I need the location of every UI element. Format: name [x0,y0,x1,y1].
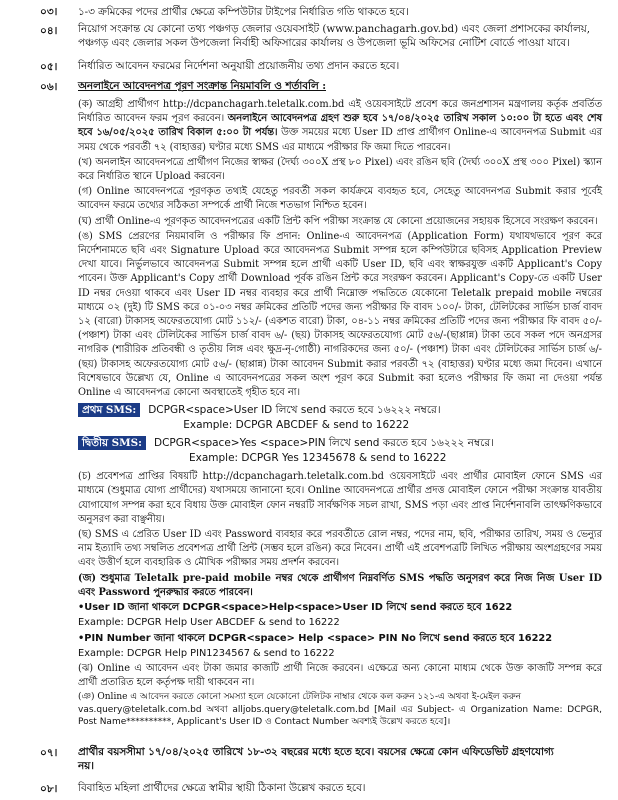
second-sms-format: DCPGR<space>Yes <space>PIN লিখে send করতে হবে ১৬২২২ নম্বরে। [154,437,494,450]
recover-user-id-format: •User ID জানা থাকলে DCPGR<space>Help<space>User ID লিখে send করতে হবে 1622 [78,602,513,614]
item-number-7: ০৭। [40,747,58,759]
second-sms-badge: দ্বিতীয় SMS: [78,436,146,450]
recover-pin-format: •PIN Number জানা থাকলে DCPGR<space> Help <space> PIN No লিখে send করতে হবে 16222 [78,632,553,644]
recover-user-id-example: Example: DCPGR Help User ABCDEF & send to 16222 [78,617,340,629]
item-text-4: নিয়োগ সংক্রান্ত যে কোনো তথ্য পঞ্চগড় জেলার ওয়েবসাইট (www.panchagarh.gov.bd) এবং জেলা প্রশাসকের কার্যালয়, পঞ্চগড় এবং জেলার সকল উপজেলা নির্বাহী অফিসারের কার্যালয় ও উপজেলা ভূমি অফিসের নোটিশ বোর্ডে পাওয়া যাবে। [78,23,590,50]
support-email: vas.query@teletalk.com.bd অথবা alljobs.query@teletalk.com.bd [Mail এর Subject- এ Organization Name: DCPGR, Post Name**********, Applicant's User ID ও Contact Number অবশ্যই উল্লেখ করতে হবে]। [78,705,602,728]
rule-cha: (চ) প্রবেশপত্র প্রাপ্তির বিষয়টি http://dcpanchagarh.teletalk.com.bd ওয়েবসাইটে এবং প্রার্থীর মোবাইল ফোনে SMS এর মাধ্যমে (শুধুমাত্র যোগ্য প্রার্থীদের) যথাসময়ে জানানো হবে। Online আবেদনপত্রে প্রার্থীর প্রদত্ত মোবাইল ফোনে পরীক্ষা সংক্রান্ত যাবতীয় যোগাযোগ সম্পন্ন করা হবে বিধায় উক্ত মোবাইল ফোন নম্বরটি সার্বক্ষণিক সচল রাখা, SMS পড়া এবং প্রাপ্ত নির্দেশনাবলি তাৎক্ষণিকভাবে অনুসরণ করা বাঞ্ছনীয়। [78,471,602,525]
rule-nya-contact: (ঞ) Online এ আবেদন করতে কোনো সমস্যা হলে যেকোনো টেলিটক নাম্বার থেকে কল করুন ১২১-এ অথবা ই-মেইল করুন [78,692,522,703]
online-application-rules [78,98,602,729]
first-sms-format: DCPGR<space>User ID লিখে send করতে হবে ১৬২২২ নম্বরে। [148,404,441,417]
second-sms-example: Example: DCPGR Yes 12345678 & send to 16222 [189,452,447,465]
rule-ka: (ক) আগ্রহী প্রার্থীগণ http://dcpanchagarh.teletalk.com.bd এই ওয়েবসাইটে প্রবেশ করে জনপ্রশাসন মন্ত্রণালয় কর্তৃক প্রবর্তিত নির্ধারিত আবেদন ফরম পূরণ করবেন। অনলাইনে আবেদনপত্র গ্রহণ শুরু হবে ১৭/০৪/২০২৫ তারিখ সকাল ১০:০০ টা হতে এবং শেষ হবে ১৬/০৫/২০২৫ তারিখ বিকাল ৫:০০ টা পর্যন্ত। উক্ত সময়ের মধ্যে User ID প্রাপ্ত প্রার্থীগণ Online-এ আবেদনপত্র Submit এর সময় থেকে পরবর্তী ৭২ (বাহাত্তর) ঘণ্টার মধ্যে SMS এর মাধ্যমে পরীক্ষার ফি জমা দিতে পারবেন। [78,99,603,153]
rule-uo: (ঙ) SMS প্রেরণের নিয়মাবলি ও পরীক্ষার ফি প্রদান: Online-এ আবেদনপত্র (Application Form) যথাযথভাবে পূরণ করে নির্দেশনামতে ছবি এবং Signature Upload করে আবেদনপত্র Submit সম্পন্ন হলে কম্পিউটারে ছবিসহ Application Preview দেখা যাবে। নির্ভুলভাবে আবেদনপত্র Submit সম্পন্ন হলে প্রার্থী একটি User ID, ছবি এবং স্বাক্ষরযুক্ত একটি Applicant's Copy পাবেন। উক্ত Applicant's Copy প্রার্থী Download পূর্বক রঙিন প্রিন্ট করে সংরক্ষণ করবেন। Applicant's Copy-তে একটি User ID নম্বর দেওয়া থাকবে এবং User ID নম্বর ব্যবহার করে প্রার্থী নিম্নোক্ত পদ্ধতিতে যেকোনো Teletalk prepaid mobile নম্বরের মাধ্যমে ০২ (দুই) টি SMS করে ০১-০৩ নম্বর ক্রমিকের প্রতিটি পদের জন্য পরীক্ষার ফি বাবদ ১০০/- টাকা, টেলিটকের সার্ভিস চার্জ বাবদ ১২ (বারো) টাকাসহ অফেরতযোগ্য মোট ১১২/- (একশত বারো) টাকা, ০৪-১১ নম্বর ক্রমিকের প্রতিটি পদের জন্য পরীক্ষার ফি বাবদ ৫০/- (পঞ্চাশ) টাকা এবং টেলিটকের সার্ভিস চার্জ বাবদ ৬/- (ছয়) টাকাসহ অফেরতযোগ্য মোট ৫৬/-(ছাপ্পান্ন) টাকা তবে সকল পদে অনগ্রসর নাগরিক (শারীরিক প্রতিবন্ধী ও তৃতীয় লিঙ্গ এবং ক্ষুদ্র-নৃ-গোষ্ঠী) নাগরিকদের জন্য ৫০/- (পঞ্চাশ) টাকা এবং টেলিটকের সার্ভিস চার্জ ৬/- (ছয়) টাকাসহ অফেরতযোগ্য মোট ৫৬/- (ছাপ্পান্ন) টাকা আবেদন Submit করার পরবর্তী ৭২ (বাহাত্তর) ঘণ্টার মধ্যে জমা দিবেন। এখানে বিশেষভাবে উল্লেখ্য যে, Online এ আবেদনপত্রের সকল অংশ পূরণ করে Submit করা হলেও পরীক্ষার ফি জমা না দেওয়া পর্যন্ত Online এ আবেদনপত্র কোনো অবস্থাতেই গৃহীত হবে না। [78,230,602,399]
first-sms-example: Example: DCPGR ABCDEF & send to 16222 [183,419,410,432]
rule-ja-intro: (জ) শুধুমাত্র Teletalk pre-paid mobile নম্বর থেকে প্রার্থীগণ নিম্নবর্ণিত SMS পদ্ধতি অনুসরণ করে নিজ নিজ User ID এবং Password পুনরুদ্ধার করতে পারবেন। [78,572,602,598]
item-number-5: ০৫। [40,61,58,73]
item-text-8: বিবাহিত মহিলা প্রার্থীদের ক্ষেত্রে স্বামীর স্থায়ী ঠিকানা উল্লেখ করতে হবে। [78,782,366,794]
recover-pin-example: Example: DCPGR Help PIN1234567 & send to 16222 [78,647,335,659]
item-number-6: ০৬। [40,81,58,93]
first-sms-badge: প্রথম SMS: [78,403,140,417]
item-number-8: ০৮। [40,783,58,795]
rule-jha: (ঝ) Online এ আবেদন এবং টাকা জমার কাজটি প্রার্থী নিজে করবেন। এক্ষেত্রে অন্য কোনো মাধ্যম থেকে উক্ত কাজটি সম্পন্ন করে প্রার্থী প্রতারিত হলে কর্তৃপক্ষ দায়ী থাকবেন না। [78,662,602,689]
item-text-7: প্রার্থীর বয়সসীমা ১৭/০৪/২০২৫ তারিখে ১৮-৩২ বছরের মধ্যে হতে হবে। বয়সের ক্ষেত্রে কোন এফিডেভিট গ্রহণযোগ্য নয়। [78,746,554,773]
item-number-3: ০৩। [40,6,58,18]
second-sms-block [78,436,602,466]
rule-gha: (ঘ) প্রার্থী Online-এ পূরণকৃত আবেদনপত্রের একটি প্রিন্ট কপি পরীক্ষা সংক্রান্ত যে কোনো প্রয়োজনের সহায়ক হিসেবে সংরক্ষণ করবেন। [78,215,598,227]
item-number-4: ০৪। [40,25,58,37]
section-heading-online-application: অনলাইনে আবেদনপত্র পূরণ সংক্রান্ত নিয়মাবলি ও শর্তাবলি : [78,80,326,92]
first-sms-block [78,403,602,433]
item-text-3: ১-৩ ক্রমিকের পদের প্রার্থীর ক্ষেত্রে কম্পিউটার টাইপের নির্ধারিত গতি থাকতে হবে। [78,6,409,18]
rule-ga: (গ) Online আবেদনপত্রে পূরণকৃত তথ্যই যেহেতু পরবর্তী সকল কার্যক্রমে ব্যবহৃত হবে, সেহেতু আবেদনপত্র Submit করার পূর্বেই আবেদন ফরমে তথ্যের সঠিকতা সম্পর্কে প্রার্থী নিজে শতভাগ নিশ্চিত হবেন। [78,186,602,212]
rule-kha: (খ) অনলাইন আবেদনপত্রে প্রার্থীগণ নিজের স্বাক্ষর (দৈর্ঘ্য ৩০০X প্রস্থ ৮০ Pixel) এবং রঙিন ছবি (দৈর্ঘ্য ৩০০X প্রস্থ ৩০০ Pixel) স্ক্যান করে নির্ধারিত স্থানে Upload করবেন। [78,156,602,183]
rule-chha: (ছ) SMS এ প্রেরিত User ID এবং Password ব্যবহার করে পরবর্তীতে রোল নম্বর, পদের নাম, ছবি, পরীক্ষার তারিখ, সময় ও ভেন্যুর নাম ইত্যাদি তথ্য সম্বলিত প্রবেশপত্র প্রার্থী প্রিন্ট (সম্ভব হলে রঙিন) করে নিবেন। প্রার্থী এই প্রবেশপত্রটি লিখিত পরীক্ষায় অংশগ্রহণের সময় এবং উত্তীর্ণ হলে ব্যবহারিক ও মৌখিক পরীক্ষার সময় প্রদর্শন করবেন। [78,529,602,569]
item-text-5: নির্ধারিত আবেদন ফরমের নির্দেশনা অনুযায়ী প্রয়োজনীয় তথ্য প্রদান করতে হবে। [78,60,400,72]
